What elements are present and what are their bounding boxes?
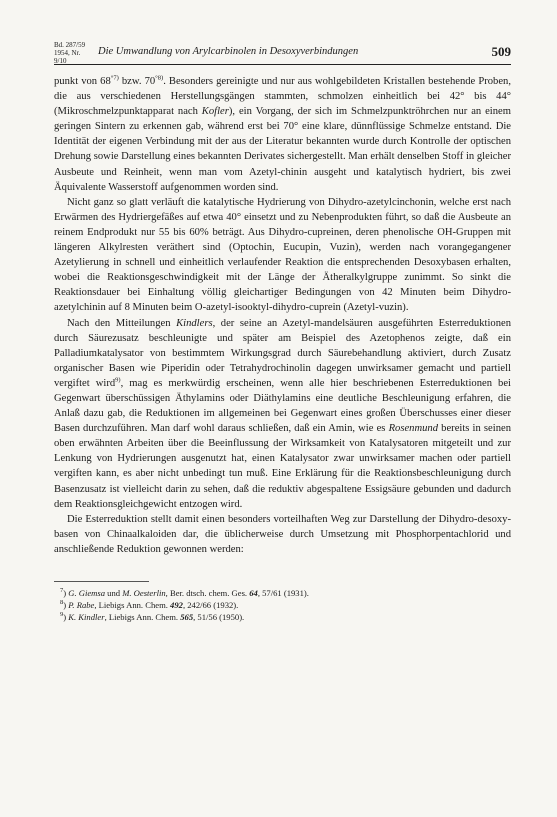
- paragraph: [54, 74, 511, 195]
- text-run: ): [63, 588, 69, 598]
- text-run: , Ber. dtsch. chem. Ges.: [165, 588, 250, 598]
- text-run: . Besonders gereinigte und nur aus wohlgebildeten Kristallen bestehende Proben, die aus verschiedenen Herstellungsgängen stammten, schmolzen einheitlich bei 42° bis 44° (Mikroschmelzpunktapparat nach: [54, 76, 511, 118]
- author-name: Kindlers: [176, 317, 213, 329]
- volume-line-1: Bd. 287/59: [54, 41, 86, 49]
- footnote: [54, 587, 511, 599]
- volume-line-2: 1954, Nr. 9/10: [54, 49, 81, 65]
- journal-page: [54, 40, 511, 623]
- text-run: Nicht ganz so glatt verläuft die katalytische Hydrierung von Dihydro-azetylcinchonin, welche erst nach Erwärmen des Hydriergefäßes auf etwa 40° einsetzt und zu Nebenprodukten führt, so daß die Ausbeute an reinem Endprodukt nur 55 bis 60% beträgt. Aus Dihydro-cupreinen, deren phenolische OH-Gruppen mit längeren Alkylresten veräthert sind (Optochin, Eucupin, Vuzin), werden nach vorangegangener Azetylierung in schnell und einheitlich verlaufender Reaktion die entsprechenden Desoxybasen erhalten, wobei die Reaktionsgeschwindigkeit mit der Länge der Ätheralkylgruppe zunimmt. So sinkt die Reaktionsdauer bei Einhaltung völlig gleichartiger Bedingungen von 42 Minuten beim Dihydro-azetylchinin auf 8 Minuten beim O-azetyl-isooktyl-dihydro-cuprein (Azetyl-vuzin).: [54, 196, 511, 314]
- footnotes: [54, 587, 511, 623]
- text-run: Die Esterreduktion stellt damit einen besonders vorteilhaften Weg zur Darstellung der Dihydro-desoxy-basen von Chinaalkaloiden dar, die üblicherweise durch Umsetzung mit Phosphorpentachlorid und anschließende Reduktion gewonnen werden:: [54, 513, 511, 555]
- footnote-divider: [54, 581, 149, 582]
- author-name: K. Kindler: [68, 612, 105, 622]
- article-body: [54, 74, 511, 557]
- text-run: Nach den Mitteilungen: [67, 317, 177, 329]
- text-run: bereits in seinen oben erwähnten Arbeiten über die Beeinflussung der Wirksamkeit von Katalysatoren mitgeteilt und zur Lenkung von Hydrierungen ausgenutzt hat, einen Katalysator zwar unwirksamer machen oder partiell vergiften kann, es aber nicht unbedingt tun muß. Eine Erklärung für die Reaktionsbeschleunigung durch Basenzusatz ist vielleicht darin zu sehen, daß die reduktiv abgespaltene Essigsäure gebunden und dadurch dem Reaktionsgleichgewicht entzogen wird.: [54, 423, 511, 510]
- running-title: Die Umwandlung von Arylcarbinolen in Desoxyverbindungen: [98, 46, 359, 57]
- running-header: [54, 40, 511, 65]
- text-run: , Liebigs Ann. Chem.: [94, 600, 171, 610]
- footnote: [54, 611, 511, 623]
- author-name: Rosenmund: [388, 423, 439, 435]
- volume-number: 64: [249, 588, 258, 598]
- footnote: [54, 599, 511, 611]
- text-run: und: [105, 588, 123, 598]
- text-run: , 57/61 (1931).: [257, 588, 309, 598]
- text-run: , Liebigs Ann. Chem.: [104, 612, 181, 622]
- author-name: Kofler: [201, 106, 229, 118]
- text-run: , 242/66 (1932).: [182, 600, 239, 610]
- paragraph: [54, 195, 511, 316]
- reference-marker: 7: [60, 587, 64, 595]
- text-run: punkt von 68: [54, 76, 111, 87]
- text-run: ): [63, 600, 69, 610]
- text-run: bzw. 70: [118, 76, 156, 87]
- author-name: M. Oesterlin: [122, 588, 166, 598]
- paragraph: [54, 316, 511, 512]
- paragraph: [54, 512, 511, 557]
- text-run: ), ein Vorgang, der sich im Schmelzpunktröhrchen nur an einem geringen Sintern zu erkennen gab, während erst bei 70° eine klare, dünnflüssige Schmelze entstand. Die Identität der eigenen Verbindung mit der aus der Literatur bekannten wurde durch Kontrolle der optischen Drehung sowie Darstellung eines bekannten Derivates sichergestellt. Man erhält denselben Stoff in gleicher Ausbeute und Reinheit, wenn man vom Azetyl-chinin ausgeht und katalytisch hydriert, bis zwei Äquivalente Wasserstoff aufgenommen worden sind.: [54, 106, 511, 193]
- reference-marker: 9: [60, 611, 64, 619]
- volume-number: 492: [170, 600, 183, 610]
- reference-marker: 9): [115, 376, 121, 384]
- text-run: , der seine an Azetyl-mandelsäuren ausgeführten Esterreduktionen durch Säurezusatz beschleunigte und später am Beispiel des Azetophenos zeigte, daß ein Palladiumkatalysator von bestimmtem Wirkungsgrad durch Säurebehandlung aktiviert, durch Zusatz organischer Basen wie Piperidin oder Tetrahydrochinolin dagegen unwirksamer gemacht und partiell vergiftet wird: [54, 317, 511, 389]
- page-number: 509: [491, 44, 511, 59]
- volume-info: [54, 41, 94, 65]
- reference-marker: °8): [155, 74, 164, 82]
- reference-marker: °7): [110, 74, 119, 82]
- text-run: , 51/56 (1950).: [193, 612, 245, 622]
- author-name: P. Rabe: [68, 600, 95, 610]
- author-name: G. Giemsa: [68, 588, 106, 598]
- reference-marker: 8: [60, 599, 64, 607]
- text-run: ): [63, 612, 69, 622]
- volume-number: 565: [180, 612, 194, 622]
- text-run: , mag es merkwürdig erscheinen, wenn alle hier beschriebenen Esterreduktionen bei Gegenwart überschüssigen Äthylamins oder Diäthylamins eine deutliche Beschleunigung erfahren, die Anlaß dazu gab, die Reduktionen im allgemeinen bei Gegenwart eines großen Überschusses einer dieser Basen durchzuführen. Man darf wohl daraus schließen, daß ein Amin, wie es: [54, 377, 511, 435]
